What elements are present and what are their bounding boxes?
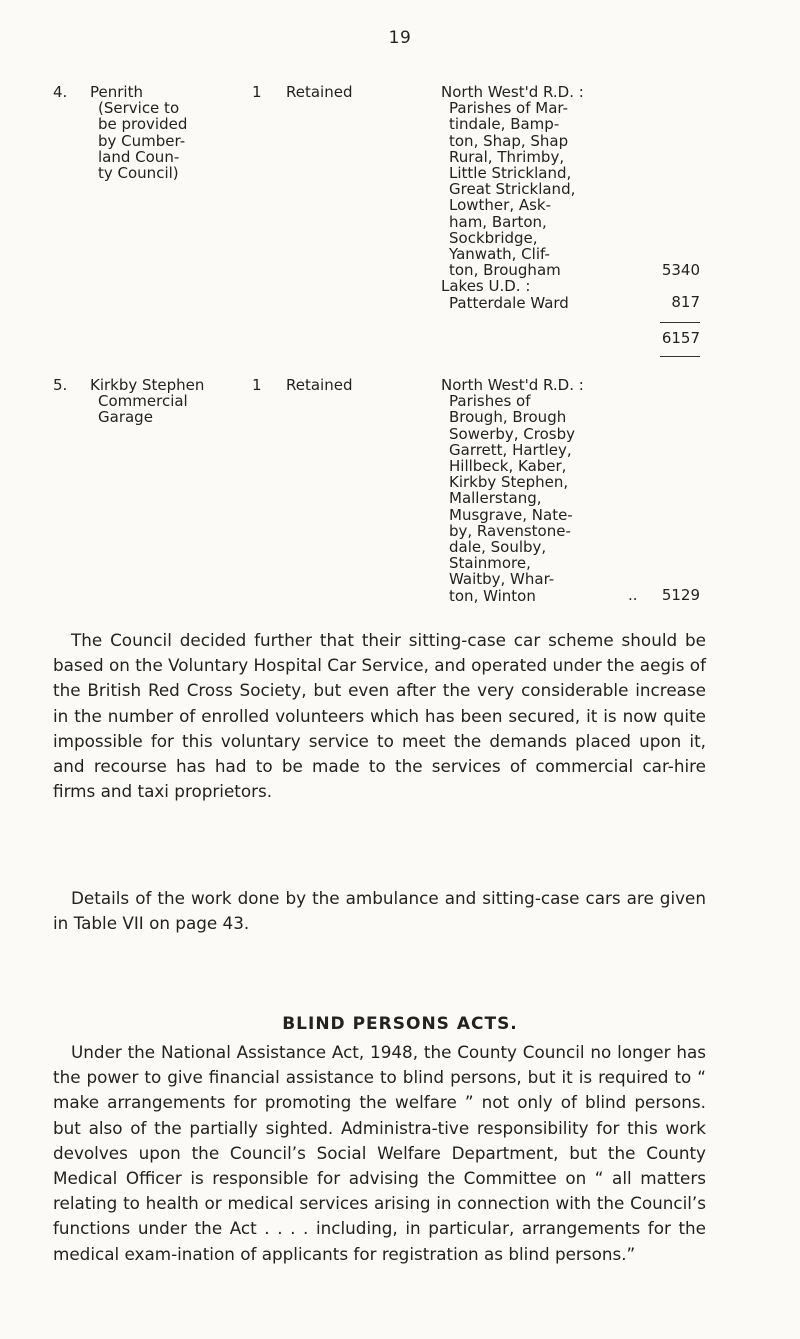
location-line: by Cumber- <box>98 131 186 150</box>
area-line: Lakes U.D. : <box>441 277 531 296</box>
location-cell <box>90 377 240 426</box>
area-line: Sowerby, Crosby <box>449 424 575 443</box>
area-line: ton, Brougham <box>449 261 561 280</box>
area-line: by, Ravenstone- <box>449 521 571 540</box>
area-line: Lowther, Ask- <box>449 196 552 215</box>
population-value: 817 <box>671 293 700 311</box>
area-line: Brough, Brough <box>449 408 567 427</box>
area-line: Waitby, Whar- <box>449 570 555 589</box>
body-paragraph <box>53 1040 706 1267</box>
location-line: land Coun- <box>98 147 180 166</box>
population-total: 6157 <box>661 329 700 347</box>
paragraph-text: Under the National Assistance Act, 1948, the County Council no longer has the power to give financial assistance to blind persons, but it is required to “ make arrangements for promoting the welfare ” not only of blind persons. but also of the partially sighted. Administra-tive responsibility for this work devolves upon the Council’s Social Welfare Department, but the County Medical Officer is responsible for advising the Committee on “ all matters relating to health or medical services arising in connection with the Council’s functions under the Act . . . . including, in particular, arrangements for the medical exam-ination of applicants for registration as blind persons.” <box>53 1042 706 1264</box>
area-line: Musgrave, Nate- <box>449 505 573 524</box>
area-line: Garrett, Hartley, <box>449 440 572 459</box>
status-cell: Retained <box>286 83 353 101</box>
area-cell <box>441 84 611 311</box>
vehicle-count: 1 <box>252 376 262 394</box>
area-line: tindale, Bamp- <box>449 115 560 134</box>
area-line: Hillbeck, Kaber, <box>449 457 567 476</box>
body-paragraph <box>53 886 706 936</box>
status-cell: Retained <box>286 376 353 394</box>
location-cell <box>90 84 240 181</box>
location-line: Penrith <box>90 83 143 101</box>
body-paragraph <box>53 628 706 804</box>
area-line: Kirkby Stephen, <box>449 473 569 492</box>
location-line: Commercial <box>98 392 188 411</box>
paragraph-text: The Council decided further that their sitting-case car scheme should be based on the Voluntary Hospital Car Service, and operated under the aegis of the British Red Cross Society, but even after the very considerable increase in the number of enrolled volunteers which has been secured, it is now quite impossible for this voluntary service to meet the demands placed upon it, and recourse has had to be made to the services of commercial car-hire firms and taxi proprietors. <box>53 630 706 802</box>
area-line: ham, Barton, <box>449 212 547 231</box>
row-number: 5. <box>53 376 68 394</box>
area-line: Great Strickland, <box>449 180 576 199</box>
location-line: be provided <box>98 115 188 134</box>
area-line: North West'd R.D. : <box>441 83 584 101</box>
area-line: Rural, Thrimby, <box>449 147 565 166</box>
location-line: Garage <box>98 408 153 427</box>
area-line: Mallerstang, <box>449 489 542 508</box>
location-line: Kirkby Stephen <box>90 376 205 394</box>
area-cell <box>441 377 611 604</box>
area-line: Stainmore, <box>449 554 531 573</box>
total-rule <box>660 356 700 357</box>
area-line: ton, Shap, Shap <box>449 131 569 150</box>
population-value: 5129 <box>661 586 700 604</box>
area-line: Parishes of Mar- <box>449 99 569 118</box>
area-line: Patterdale Ward <box>449 293 569 312</box>
population-value: 5340 <box>661 261 700 279</box>
total-rule <box>660 322 700 323</box>
area-line: North West'd R.D. : <box>441 376 584 394</box>
dot-leader: .. <box>628 586 638 604</box>
location-line: ty Council) <box>98 164 179 183</box>
area-line: Little Strickland, <box>449 164 572 183</box>
vehicle-count: 1 <box>252 83 262 101</box>
area-line: Sockbridge, <box>449 228 538 247</box>
area-line: ton, Winton <box>449 586 536 605</box>
area-line: dale, Soulby, <box>449 538 547 557</box>
paragraph-text: Details of the work done by the ambulance and sitting-case cars are given in Table VII on page 43. <box>53 888 706 934</box>
page-number: 19 <box>388 28 412 48</box>
row-number: 4. <box>53 83 68 101</box>
location-line: (Service to <box>98 99 180 118</box>
area-line: Parishes of <box>449 392 531 411</box>
area-line: Yanwath, Clif- <box>449 245 550 264</box>
section-heading: BLIND PERSONS ACTS. <box>282 1014 518 1034</box>
